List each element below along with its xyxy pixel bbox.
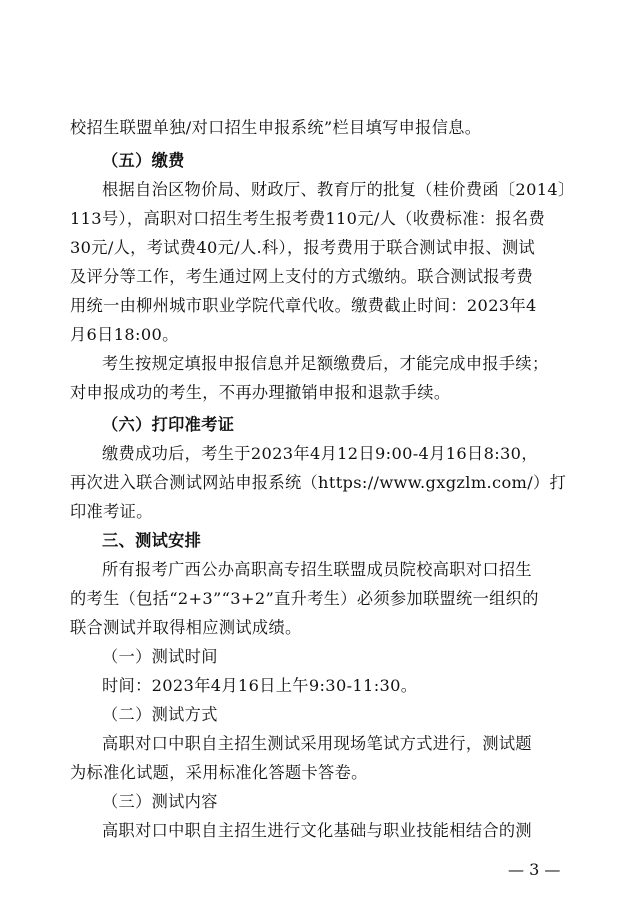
body-text-line: 所有报考广西公办高职高专招生联盟成员院校高职对口招生 (102, 560, 532, 579)
section-heading: （二）测试方式 (102, 705, 218, 724)
body-text-line: 印准考证。 (70, 502, 153, 521)
page-number: — 3 — (508, 860, 561, 879)
section-heading: （六）打印准考证 (102, 415, 235, 434)
section-heading: （五）缴费 (102, 151, 185, 170)
body-text-line: 高职对口中职自主招生进行文化基础与职业技能相结合的测 (102, 821, 532, 840)
body-text-line: 及评分等工作，考生通过网上支付的方式缴纳。联合测试报考费 (70, 267, 534, 286)
body-text-line: 的考生（包括“2+3”“3+2”直升考生）必须参加联盟统一组织的 (70, 589, 539, 608)
body-text-line: 校招生联盟单独/对口招生申报系统”栏目填写申报信息。 (70, 118, 482, 137)
body-text-line: 缴费成功后，考生于2023年4月12日9:00-4月16日8:30， (102, 444, 538, 463)
body-text-line: 根据自治区物价局、财政厅、教育厅的批复（桂价费函〔2014〕 (102, 180, 575, 199)
body-text-line: 为标准化试题，采用标准化答题卡答卷。 (70, 763, 368, 782)
body-text-line: 再次进入联合测试网站申报系统（https://www.gxgzlm.com/）打 (70, 473, 567, 492)
body-text-line: 30元/人，考试费40元/人.科），报考费用于联合测试申报、测试 (70, 238, 536, 257)
body-text-line: 联合测试并取得相应测试成绩。 (70, 618, 302, 637)
body-text-line: 用统一由柳州城市职业学院代章代收。缴费截止时间：2023年4 (70, 296, 537, 315)
body-text-line: 113号），高职对口招生考生报考费110元/人（收费标准：报名费 (70, 209, 546, 228)
body-text-line: 考生按规定填报申报信息并足额缴费后，才能完成申报手续； (102, 354, 549, 373)
section-heading: （三）测试内容 (102, 792, 218, 811)
section-heading: （一）测试时间 (102, 647, 218, 666)
chapter-heading: 三、测试安排 (102, 531, 202, 550)
body-text-line: 对申报成功的考生，不再办理撤销申报和退款手续。 (70, 383, 451, 402)
body-text-line: 高职对口中职自主招生测试采用现场笔试方式进行，测试题 (102, 734, 532, 753)
body-text-line: 月6日18:00。 (70, 325, 179, 344)
body-text-line: 时间：2023年4月16日上午9:30-11:30。 (102, 676, 418, 695)
